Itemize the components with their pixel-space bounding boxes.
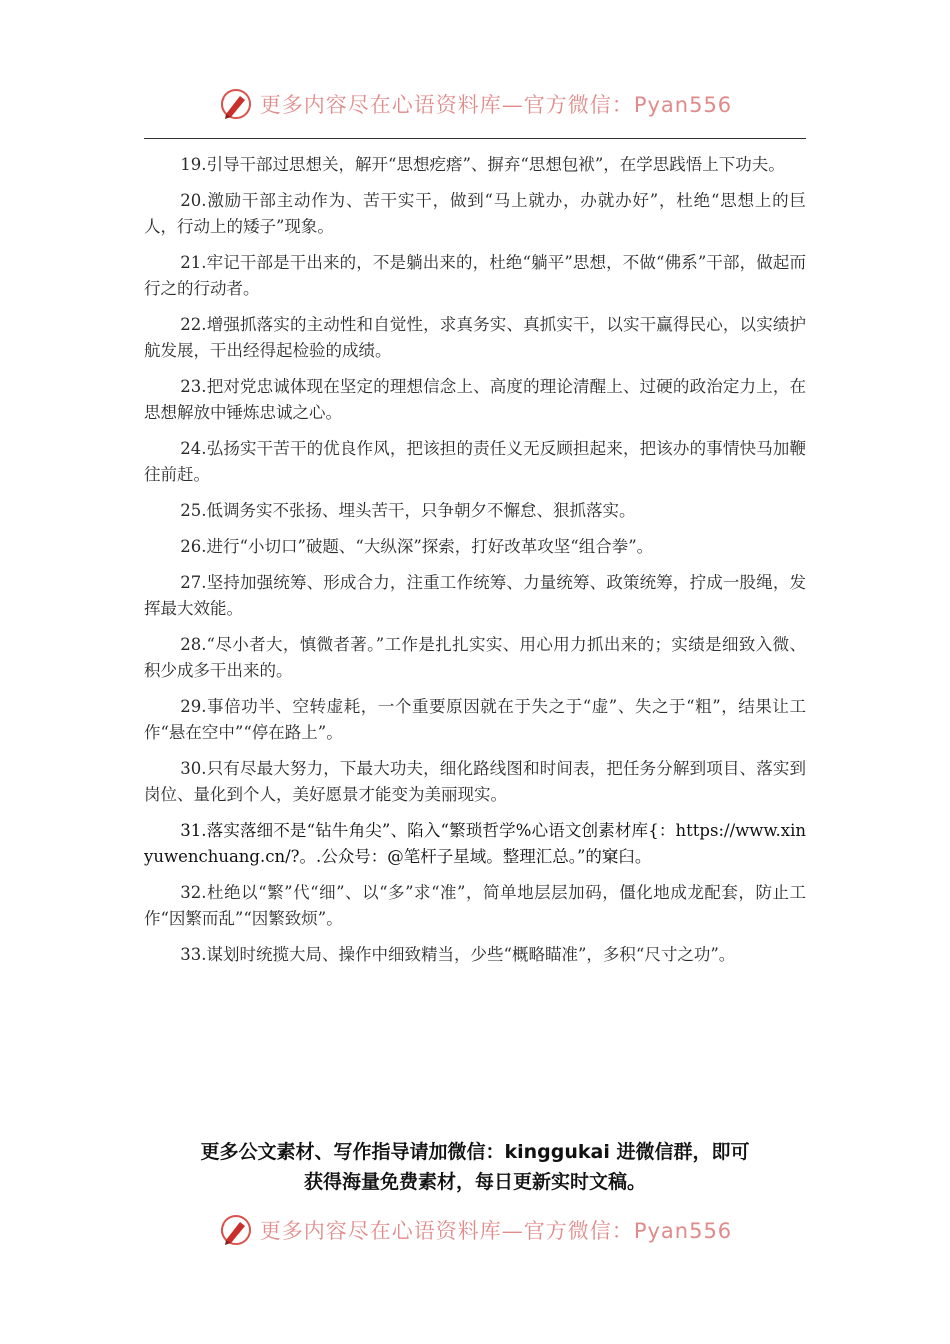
paragraph-28: 28.“尽小者大，慎微者著。”工作是扎扎实实、用心用力抓出来的；实绩是细致入微、积少成多干出来的。 [144, 635, 806, 680]
paragraph-19: 19.引导干部过思想关，解开“思想疙瘩”、摒弃“思想包袱”，在学思践悟上下功夫。 [180, 155, 785, 174]
header-banner-text: 更多内容尽在心语资料库—官方微信：Pyan556 [259, 93, 733, 117]
paragraph-27: 27.坚持加强统筹、形成合力，注重工作统筹、力量统筹、政策统筹，拧成一股绳，发挥最大效能。 [144, 573, 806, 618]
paragraph-32: 32.杜绝以“繁”代“细”、以“多”求“准”，简单地层层加码，僵化地成龙配套，防止工作“因繁而乱”“因繁致烦”。 [144, 883, 806, 928]
paragraph-30: 30.只有尽最大努力，下最大功夫，细化路线图和时间表，把任务分解到项目、落实到岗位、量化到个人，美好愿景才能变为美丽现实。 [144, 759, 806, 804]
paragraph-26: 26.进行“小切口”破题、“大纵深”探索，打好改革攻坚“组合拳”。 [180, 537, 654, 556]
paragraph-23: 23.把对党忠诚体现在坚定的理想信念上、高度的理论清醒上、过硬的政治定力上，在思想解放中锤炼忠诚之心。 [144, 377, 806, 422]
footer-note-line1: 更多公文素材、写作指导请加微信：kinggukai 进微信群，即可 [200, 1141, 750, 1163]
paragraph-31: 31.落实落细不是“钻牛角尖”、陷入“繁琐哲学%心语文创素材库{：https://www.xinyuwenchuang.cn/?。.公众号：@笔杆子星域。整理汇总。”的窠臼。 [144, 821, 806, 866]
paragraph-24: 24.弘扬实干苦干的优良作风，把该担的责任义无反顾担起来，把该办的事情快马加鞭往前赶。 [144, 439, 806, 484]
paragraph-25: 25.低调务实不张扬、埋头苦干，只争朝夕不懈怠、狠抓落实。 [180, 501, 636, 520]
paragraph-21: 21.牢记干部是干出来的，不是躺出来的，杜绝“躺平”思想，不做“佛系”干部，做起而行之的行动者。 [144, 253, 806, 298]
pen-logo-icon [218, 1212, 254, 1248]
footer-banner-text: 更多内容尽在心语资料库—官方微信：Pyan556 [259, 1219, 733, 1243]
footer-note [100, 1137, 850, 1197]
header-banner [0, 82, 950, 126]
paragraph-29: 29.事倍功半、空转虚耗，一个重要原因就在于失之于“虚”、失之于“粗”，结果让工作“悬在空中”“停在路上”。 [144, 697, 806, 742]
paragraph-33: 33.谋划时统揽大局、操作中细致精当，少些“概略瞄准”，多积“尺寸之功”。 [180, 945, 736, 964]
document-body [144, 152, 806, 978]
paragraph-22: 22.增强抓落实的主动性和自觉性，求真务实、真抓实干，以实干赢得民心，以实绩护航发展，干出经得起检验的成绩。 [144, 315, 806, 360]
header-divider [144, 138, 806, 139]
footer-note-line2: 获得海量免费素材，每日更新实时文稿。 [303, 1171, 646, 1193]
footer-banner [0, 1208, 950, 1252]
paragraph-20: 20.激励干部主动作为、苦干实干，做到“马上就办，办就办好”，杜绝“思想上的巨人，行动上的矮子”现象。 [144, 191, 806, 236]
pen-logo-icon [218, 86, 254, 122]
